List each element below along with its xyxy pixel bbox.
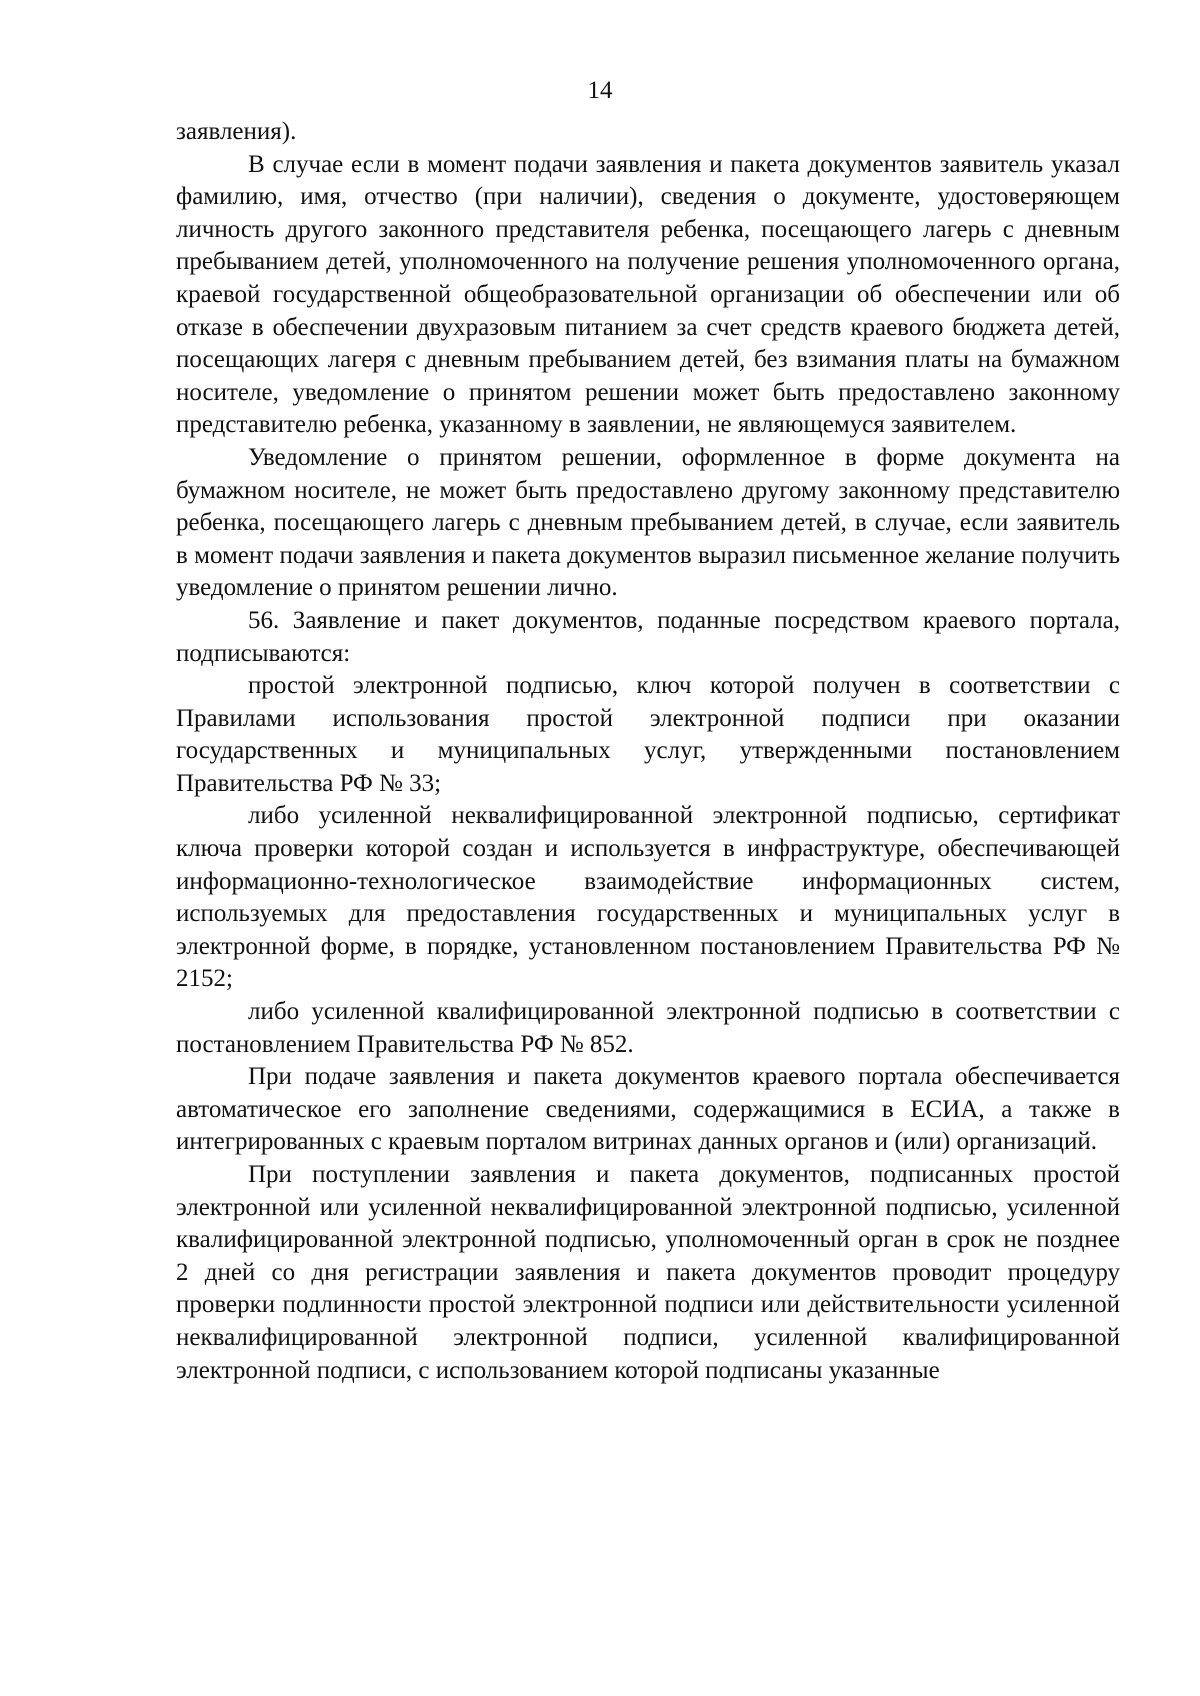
paragraph-unqualified-signature: либо усиленной неквалифицированной электронной подписью, сертификат ключа проверки которой создан и используется в инфраструктуре, обеспечивающей информационно-технологическое взаимодействие информационных систем, используемых для предоставления государственных и муниципальных услуг в электронной форме, в порядке, установленном постановлением Правительства РФ № 2152; (176, 802, 1120, 993)
paragraph-auto-fill: При подаче заявления и пакета документов краевого портала обеспечивается автоматическое его заполнение сведениями, содержащимися в ЕСИА, а также в интегрированных с краевым порталом витринах данных органов и (или) организаций. (176, 1063, 1120, 1156)
document-body (176, 116, 1120, 1387)
paragraph-simple-signature: простой электронной подписью, ключ которой получен в соответствии с Правилами использования простой электронной подписи при оказании государственных и муниципальных услуг, утвержденными постановлением Правительства РФ № 33; (176, 672, 1120, 797)
paragraph-notification-other-representative: В случае если в момент подачи заявления и пакета документов заявитель указал фамилию, имя, отчество (при наличии), сведения о документе, удостоверяющем личность другого законного представителя ребенка, посещающего лагерь с дневным пребыванием детей, уполномоченного на получение решения уполномоченного органа, краевой государственной общеобразовательной организации об обеспечении или об отказе в обеспечении двухразовым питанием за счет средств краевого бюджета детей, посещающих лагеря с дневным пребыванием детей, без взимания платы на бумажном носителе, уведомление о принятом решении может быть предоставлено законному представителю ребенка, указанному в заявлении, не являющемуся заявителем. (176, 150, 1120, 439)
page-number: 14 (587, 77, 613, 104)
paragraph-item-56: 56. Заявление и пакет документов, поданные посредством краевого портала, подписываются: (176, 606, 1120, 667)
paragraph-continuation: заявления). (176, 118, 297, 145)
paragraph-signature-verification: При поступлении заявления и пакета документов, подписанных простой электронной или усиленной неквалифицированной электронной подписью, усиленной квалифицированной электронной подписью, уполномоченный орган в срок не позднее 2 дней со дня регистрации заявления и пакета документов проводит процедуру проверки подлинности простой электронной подписи или действительности усиленной неквалифицированной электронной подписи, усиленной квалифицированной электронной подписи, с использованием которой подписаны указанные (176, 1161, 1120, 1384)
paragraph-qualified-signature: либо усиленной квалифицированной электронной подписью в соответствии с постановлением Правительства РФ № 852. (176, 998, 1120, 1058)
paragraph-notification-restriction: Уведомление о принятом решении, оформленное в форме документа на бумажном носителе, не может быть предоставлено другому законному представителю ребенка, посещающего лагерь с дневным пребыванием детей, в случае, если заявитель в момент подачи заявления и пакета документов выразил письменное желание получить уведомление о принятом решении лично. (176, 443, 1120, 602)
